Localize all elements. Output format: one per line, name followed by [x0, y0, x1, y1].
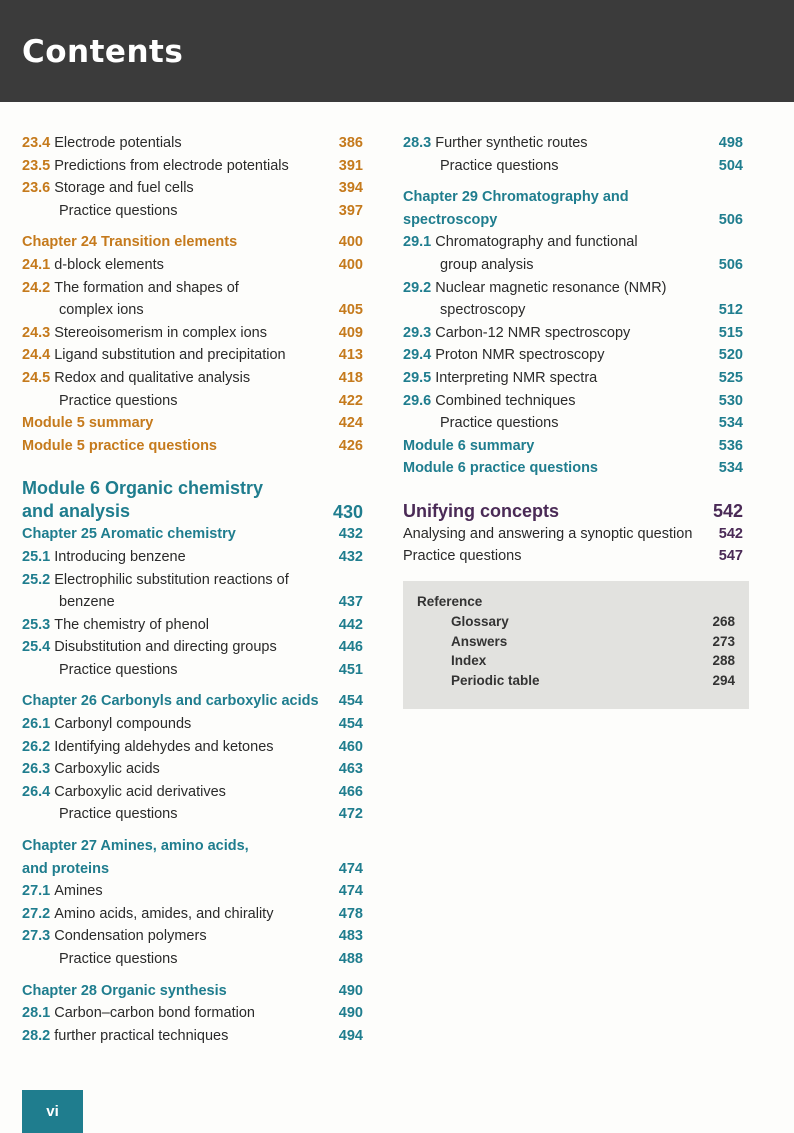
entry-title: Chapter 27 Amines, amino acids,	[22, 838, 249, 855]
entry-title: Chapter 25 Aromatic chemistry	[22, 526, 236, 543]
reference-item[interactable]	[417, 651, 735, 671]
page-ref: 437	[338, 594, 363, 611]
toc-entry-text	[403, 500, 713, 523]
toc-heading[interactable]	[22, 858, 363, 881]
toc-entry-text	[403, 299, 719, 322]
reference-label: Glossary	[451, 614, 509, 629]
toc-entry-text	[22, 200, 339, 223]
toc-entry-text	[22, 925, 339, 948]
toc-entry-text	[22, 155, 339, 178]
entry-title: Practice questions	[59, 392, 178, 409]
entry-title: Electrophilic substitution reactions of	[54, 571, 289, 588]
spacer	[22, 681, 363, 690]
toc-entry[interactable]	[22, 614, 363, 637]
page-ref: 409	[338, 324, 363, 341]
page-ref: 446	[338, 639, 363, 656]
entry-title: Practice questions	[440, 415, 559, 432]
toc-heading[interactable]	[22, 835, 363, 858]
toc-entry[interactable]	[403, 367, 743, 390]
entry-title: Ligand substitution and precipitation	[54, 347, 286, 364]
toc-entry-text	[22, 690, 339, 713]
page-ref: 424	[338, 415, 363, 432]
page-ref: 426	[338, 437, 363, 454]
reference-item[interactable]	[417, 671, 735, 691]
toc-heading[interactable]	[403, 435, 743, 458]
toc-right-column	[403, 132, 743, 568]
section-number: 27.1	[22, 883, 51, 900]
spacer	[22, 971, 363, 980]
toc-entry-text	[403, 367, 719, 390]
toc-entry-text	[22, 344, 339, 367]
section-number: 29.4	[403, 347, 432, 364]
toc-entry-text	[22, 322, 339, 345]
entry-title: Practice questions	[403, 548, 522, 565]
toc-entry-text	[22, 254, 339, 277]
entry-title: complex ions	[59, 302, 144, 319]
toc-entry-text	[22, 569, 363, 592]
page-ref: 536	[718, 437, 743, 454]
toc-entry-text	[22, 523, 339, 546]
toc-heading[interactable]	[22, 980, 363, 1003]
section-number: 25.4	[22, 639, 51, 656]
toc-entry[interactable]	[22, 546, 363, 569]
toc-entry[interactable]	[22, 925, 363, 948]
toc-entry[interactable]	[403, 545, 743, 568]
page-number-box	[22, 1090, 83, 1133]
entry-title: Module 6 Organic chemistry	[22, 478, 264, 499]
toc-entry-text	[22, 614, 339, 637]
page-ref: 490	[338, 982, 363, 999]
entry-title: Chapter 26 Carbonyls and carboxylic acids	[22, 693, 319, 710]
reference-page: 273	[712, 633, 735, 649]
page-ref: 547	[718, 548, 743, 565]
section-number: 27.3	[22, 928, 51, 945]
section-number: 26.1	[22, 716, 51, 733]
spacer	[22, 457, 363, 477]
toc-heading[interactable]	[403, 500, 743, 523]
toc-entry[interactable]	[22, 659, 363, 682]
section-number: 29.6	[403, 392, 432, 409]
toc-entry[interactable]	[22, 177, 363, 200]
section-number: 29.2	[403, 279, 432, 296]
toc-entry-text	[22, 500, 333, 523]
toc-entry-text	[403, 155, 719, 178]
section-number: 26.3	[22, 761, 51, 778]
toc-entry-text	[403, 390, 719, 413]
page-ref: 463	[338, 761, 363, 778]
page-ref: 512	[718, 302, 743, 319]
toc-heading[interactable]	[22, 690, 363, 713]
reference-item[interactable]	[417, 612, 735, 632]
toc-entry-text	[22, 477, 363, 500]
toc-entry-text	[22, 546, 339, 569]
reference-label: Index	[451, 653, 487, 668]
toc-entry-text	[22, 231, 339, 254]
reference-title: Reference	[417, 594, 483, 609]
toc-entry[interactable]	[403, 390, 743, 413]
toc-entry[interactable]	[22, 1025, 363, 1048]
toc-entry-text	[22, 277, 363, 300]
entry-title: Module 5 practice questions	[22, 437, 217, 454]
page-ref: 418	[338, 369, 363, 386]
toc-entry-text	[22, 781, 339, 804]
entry-title: Analysing and answering a synoptic question	[403, 525, 693, 542]
page-ref: 413	[338, 347, 363, 364]
section-number: 29.1	[403, 234, 432, 251]
page-ref: 422	[338, 392, 363, 409]
page-ref: 530	[718, 392, 743, 409]
toc-heading[interactable]	[22, 500, 363, 523]
toc-entry-text	[403, 254, 719, 277]
reference-box	[403, 581, 749, 709]
section-number: 24.3	[22, 324, 51, 341]
toc-entry-text	[22, 903, 339, 926]
entry-title: Chapter 28 Organic synthesis	[22, 982, 227, 999]
reference-label: Answers	[451, 633, 508, 649]
page-ref: 483	[338, 928, 363, 945]
page-ref: 534	[718, 460, 743, 477]
toc-entry[interactable]	[22, 200, 363, 223]
entry-title: spectroscopy	[440, 302, 526, 319]
page-ref: 504	[718, 157, 743, 174]
toc-entry-text	[22, 1025, 339, 1048]
section-number: 28.3	[403, 135, 432, 151]
toc-entry-text	[22, 435, 339, 458]
toc-entry[interactable]	[22, 803, 363, 826]
entry-title: Redox and qualitative analysis	[54, 369, 251, 386]
toc-entry[interactable]	[22, 155, 363, 178]
entry-title: and proteins	[22, 860, 110, 877]
page-ref: 400	[338, 256, 363, 273]
toc-entry[interactable]	[22, 781, 363, 804]
section-number: 28.2	[22, 1027, 51, 1044]
page-ref: 506	[718, 211, 743, 228]
page-ref: 542	[718, 525, 743, 542]
section-number: 23.4	[22, 135, 51, 151]
section-number: 24.1	[22, 256, 51, 273]
toc-entry[interactable]	[22, 569, 363, 592]
reference-list	[417, 612, 735, 690]
spacer	[403, 177, 743, 186]
entry-title: The formation and shapes of	[54, 279, 239, 296]
entry-title: spectroscopy	[403, 211, 498, 228]
toc-entry[interactable]	[22, 948, 363, 971]
entry-title: Module 6 summary	[403, 437, 535, 454]
entry-title: Carboxylic acids	[54, 761, 160, 778]
entry-title: Chromatography and functional	[435, 234, 638, 251]
toc-entry[interactable]	[22, 1002, 363, 1025]
entry-title: Carbon–carbon bond formation	[54, 1005, 255, 1022]
page-ref: 400	[338, 234, 363, 251]
page-ref: 430	[332, 501, 363, 522]
toc-entry-text	[22, 390, 339, 413]
entry-title: Combined techniques	[435, 392, 576, 409]
entry-title: Disubstitution and directing groups	[54, 639, 277, 656]
toc-entry-text	[22, 713, 339, 736]
section-number: 23.5	[22, 157, 51, 174]
toc-entry-text	[403, 457, 719, 480]
toc-entry[interactable]	[403, 231, 743, 254]
toc-entry-text	[22, 177, 339, 200]
page-ref: 460	[338, 738, 363, 755]
page-ref: 478	[338, 905, 363, 922]
entry-title: Carbonyl compounds	[54, 716, 192, 733]
toc-heading[interactable]	[22, 477, 363, 500]
page-ref: 488	[338, 951, 363, 967]
toc-entry[interactable]	[403, 299, 743, 322]
toc-entry-text	[22, 591, 339, 614]
section-number: 25.1	[22, 548, 51, 565]
page-ref: 506	[718, 256, 743, 273]
page-ref: 454	[338, 693, 363, 710]
entry-title: Practice questions	[59, 202, 178, 219]
toc-entry-text	[22, 132, 339, 155]
toc-entry[interactable]	[22, 322, 363, 345]
section-number: 25.2	[22, 571, 51, 588]
toc-heading[interactable]	[403, 209, 743, 232]
entry-title: The chemistry of phenol	[54, 616, 209, 633]
spacer	[403, 480, 743, 500]
entry-title: Practice questions	[59, 661, 178, 678]
section-number: 29.3	[403, 324, 432, 341]
section-number: 28.1	[22, 1005, 51, 1022]
reference-page: 294	[712, 672, 735, 688]
toc-heading[interactable]	[22, 435, 363, 458]
toc-entry-text	[22, 636, 339, 659]
page-ref: 542	[712, 500, 743, 521]
entry-title: Module 6 practice questions	[403, 460, 598, 477]
toc-entry[interactable]	[403, 344, 743, 367]
toc-entry-text	[22, 1002, 339, 1025]
page-ref: 525	[718, 369, 743, 386]
toc-entry[interactable]	[403, 412, 743, 435]
toc-entry-text	[22, 758, 339, 781]
section-number: 27.2	[22, 905, 51, 922]
toc-entry-text	[403, 231, 743, 254]
entry-title: Condensation polymers	[54, 928, 207, 945]
toc-entry-text	[403, 277, 743, 300]
page-ref: 451	[338, 661, 363, 678]
page-ref: 494	[338, 1027, 363, 1044]
toc-entry-text	[22, 299, 339, 322]
page-ref: 454	[338, 716, 363, 733]
toc-left-column	[22, 132, 363, 1047]
toc-entry-text	[22, 858, 339, 881]
toc-entry-text	[22, 948, 339, 971]
page-ref: 474	[338, 883, 363, 900]
page-header	[0, 0, 794, 102]
entry-title: Practice questions	[59, 951, 178, 967]
page-ref: 498	[718, 135, 743, 151]
toc-entry-text	[403, 412, 719, 435]
toc-heading[interactable]	[403, 186, 743, 209]
entry-title: Interpreting NMR spectra	[435, 369, 598, 386]
entry-title: Module 5 summary	[22, 415, 154, 432]
page-ref: 432	[338, 548, 363, 565]
reference-page: 288	[712, 653, 735, 668]
toc-entry-text	[403, 435, 719, 458]
page-ref: 466	[338, 783, 363, 800]
page-ref: 432	[338, 526, 363, 543]
page-ref: 394	[338, 180, 363, 197]
toc-entry-text	[403, 132, 719, 155]
entry-title: Unifying concepts	[403, 500, 560, 521]
toc-entry-text	[22, 412, 339, 435]
toc-entry-text	[403, 545, 719, 568]
spacer	[22, 826, 363, 835]
entry-title: Nuclear magnetic resonance (NMR)	[435, 279, 667, 296]
toc-entry[interactable]	[22, 299, 363, 322]
toc-entry[interactable]	[22, 344, 363, 367]
section-number: 26.4	[22, 783, 51, 800]
entry-title: Further synthetic routes	[435, 135, 588, 151]
reference-page: 268	[712, 614, 735, 629]
page-ref: 442	[338, 616, 363, 633]
toc-entry[interactable]	[22, 367, 363, 390]
toc-entry-text	[403, 523, 719, 546]
toc-entry[interactable]	[403, 254, 743, 277]
entry-title: Amino acids, amides, and chirality	[54, 905, 274, 922]
section-number: 24.4	[22, 347, 51, 364]
page-ref: 534	[718, 415, 743, 432]
entry-title: d-block elements	[54, 256, 164, 273]
toc-entry[interactable]	[403, 132, 743, 155]
entry-title: Predictions from electrode potentials	[54, 157, 289, 174]
toc-entry-text	[22, 736, 339, 759]
section-number: 25.3	[22, 616, 51, 633]
toc-entry[interactable]	[22, 636, 363, 659]
section-number: 29.5	[403, 369, 432, 386]
toc-entry[interactable]	[22, 880, 363, 903]
entry-title: Storage and fuel cells	[54, 180, 194, 197]
entry-title: benzene	[59, 594, 115, 611]
toc-entry[interactable]	[403, 523, 743, 546]
entry-title: Proton NMR spectroscopy	[435, 347, 605, 364]
toc-heading[interactable]	[22, 523, 363, 546]
toc-heading[interactable]	[22, 231, 363, 254]
entry-title: Electrode potentials	[54, 135, 182, 151]
entry-title: group analysis	[440, 256, 534, 273]
page-ref: 520	[718, 347, 743, 364]
page-ref: 515	[718, 324, 743, 341]
section-number: 24.2	[22, 279, 51, 296]
page-ref: 472	[338, 806, 363, 823]
toc-entry-text	[22, 803, 339, 826]
page-ref: 405	[338, 302, 363, 319]
toc-entry[interactable]	[22, 277, 363, 300]
page-ref: 474	[338, 860, 363, 877]
entry-title: Amines	[54, 883, 103, 900]
entry-title: Practice questions	[440, 157, 559, 174]
entry-title: Practice questions	[59, 806, 178, 823]
toc-entry[interactable]	[22, 132, 363, 155]
page-ref: 397	[338, 202, 363, 219]
entry-title: further practical techniques	[54, 1027, 229, 1044]
toc-heading[interactable]	[403, 457, 743, 480]
toc-entry-text	[22, 367, 339, 390]
reference-item[interactable]	[417, 632, 735, 652]
entry-title: Carbon-12 NMR spectroscopy	[435, 324, 631, 341]
toc-entry-text	[22, 880, 339, 903]
toc-entry[interactable]	[22, 903, 363, 926]
entry-title: and analysis	[22, 501, 131, 522]
section-number: 24.5	[22, 369, 51, 386]
page-title: Contents	[22, 34, 184, 70]
toc-entry-text	[403, 209, 719, 232]
entry-title: Carboxylic acid derivatives	[54, 783, 226, 800]
toc-entry-text	[22, 980, 339, 1003]
toc-entry-text	[22, 659, 339, 682]
toc-entry[interactable]	[403, 277, 743, 300]
toc-entry[interactable]	[403, 322, 743, 345]
entry-title: Introducing benzene	[54, 548, 186, 565]
toc-entry[interactable]	[22, 736, 363, 759]
entry-title: Chapter 24 Transition elements	[22, 234, 238, 251]
toc-entry-text	[22, 835, 363, 858]
toc-entry[interactable]	[22, 254, 363, 277]
spacer	[22, 222, 363, 231]
toc-entry[interactable]	[22, 591, 363, 614]
toc-entry[interactable]	[403, 155, 743, 178]
toc-entry[interactable]	[22, 390, 363, 413]
toc-entry[interactable]	[22, 713, 363, 736]
page-ref: 386	[338, 135, 363, 151]
entry-title: Stereoisomerism in complex ions	[54, 324, 267, 341]
section-number: 23.6	[22, 180, 51, 197]
toc-entry-text	[403, 344, 719, 367]
page-ref: 490	[338, 1005, 363, 1022]
page-number: vi	[46, 1103, 59, 1120]
entry-title: Identifying aldehydes and ketones	[54, 738, 274, 755]
toc-entry-text	[403, 186, 743, 209]
toc-entry[interactable]	[22, 758, 363, 781]
entry-title: Chapter 29 Chromatography and	[403, 189, 629, 206]
page-ref: 391	[338, 157, 363, 174]
toc-heading[interactable]	[22, 412, 363, 435]
toc-entry-text	[403, 322, 719, 345]
section-number: 26.2	[22, 738, 51, 755]
reference-label: Periodic table	[451, 672, 540, 688]
